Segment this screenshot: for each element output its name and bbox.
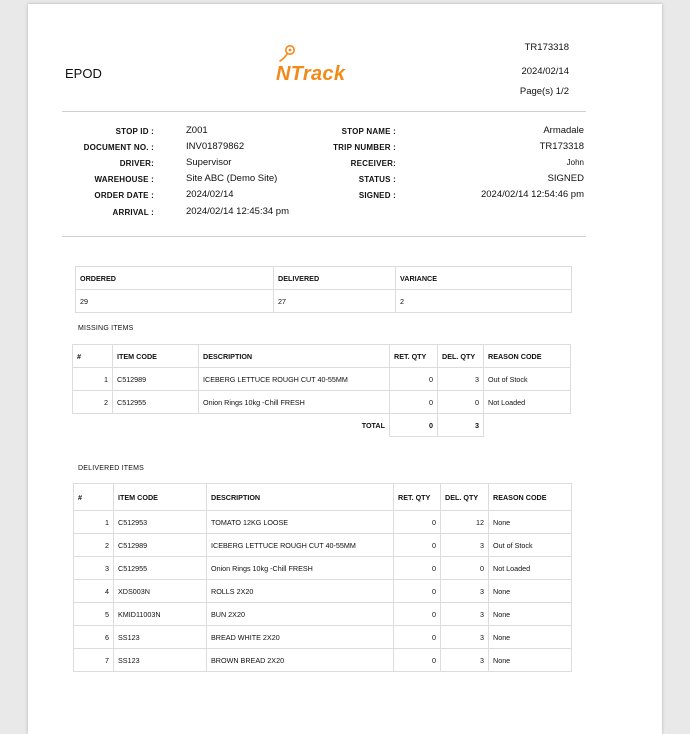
ordered-header: ORDERED [76,267,274,290]
stop-id-label: STOP ID : [115,127,154,136]
ret-qty: 0 [394,626,441,649]
table-row [74,557,572,580]
table-row [74,511,572,534]
total-label: TOTAL [361,420,385,430]
reason-code: Not Loaded [484,391,571,414]
delivered-header: DELIVERED [274,267,396,290]
col-reason-code-header: REASON CODE [484,345,571,368]
del-qty: 3 [441,580,489,603]
row-number: 6 [74,626,114,649]
del-qty: 0 [438,391,484,414]
col-del-qty-header: DEL. QTY [441,484,489,511]
receiver-value: John [566,158,584,167]
stop-name-value: Armadale [543,125,584,136]
row-number: 1 [74,511,114,534]
reason-code: None [489,511,572,534]
del-qty: 12 [441,511,489,534]
row-number: 4 [74,580,114,603]
warehouse-value: Site ABC (Demo Site) [186,173,278,184]
col-description-header: DESCRIPTION [199,345,390,368]
map-pin-icon [278,44,298,62]
row-number: 2 [73,391,113,414]
table-row [74,603,572,626]
col-item-code-header: ITEM CODE [114,484,207,511]
col-ret-qty-header: RET. QTY [390,345,438,368]
trip-number-label: TRIP NUMBER : [333,143,396,152]
table-row [74,580,572,603]
document-no-value: INV01879862 [186,141,245,152]
missing-items-table [72,344,571,437]
order-date-value: 2024/02/14 [186,189,234,200]
row-number: 7 [74,649,114,672]
stop-name-label: STOP NAME : [341,127,396,136]
row-number: 3 [74,557,114,580]
ret-qty: 0 [394,649,441,672]
del-qty: 3 [441,626,489,649]
status-value: SIGNED [547,173,584,184]
header-divider [62,111,586,112]
item-code: C512953 [114,511,207,534]
summary-header-row [76,267,572,290]
ret-qty: 0 [390,368,438,391]
summary-table [75,266,572,313]
trip-number-value: TR173318 [539,141,584,152]
reason-code: None [489,603,572,626]
ret-qty: 0 [394,557,441,580]
document-no-label: DOCUMENT NO. : [83,143,154,152]
item-description: BREAD WHITE 2X20 [207,626,394,649]
col-description-header: DESCRIPTION [207,484,394,511]
order-date-label: ORDER DATE : [94,191,154,200]
table-row [73,368,571,391]
signed-label: SIGNED : [358,191,396,200]
variance-value: 2 [396,290,572,313]
col-ret-qty-header: RET. QTY [394,484,441,511]
reason-code: Out of Stock [484,368,571,391]
col-item-code-header: ITEM CODE [113,345,199,368]
missing-header-row [73,345,571,368]
item-description: ICEBERG LETTUCE ROUGH CUT 40-55MM [199,368,390,391]
trip-reference: TR173318 [524,42,569,53]
warehouse-label: WAREHOUSE : [94,175,154,184]
stop-id-value: Z001 [186,125,208,136]
col-reason-code-header: REASON CODE [489,484,572,511]
del-qty: 3 [441,649,489,672]
document-type: EPOD [65,66,102,81]
status-label: STATUS : [358,175,396,184]
total-del-qty: 3 [438,414,484,437]
document-page [28,4,662,734]
ntrack-logo [274,44,354,88]
del-qty: 0 [441,557,489,580]
arrival-value: 2024/02/14 12:45:34 pm [186,206,290,217]
item-code: XDS003N [114,580,207,603]
reason-code: None [489,649,572,672]
del-qty: 3 [438,368,484,391]
delivered-value: 27 [274,290,396,313]
item-description: ROLLS 2X20 [207,580,394,603]
delivered-header-row [74,484,572,511]
item-description: TOMATO 12KG LOOSE [207,511,394,534]
item-description: Onion Rings 10kg -Chill FRESH [199,391,390,414]
item-description: BUN 2X20 [207,603,394,626]
item-code: C512955 [113,391,199,414]
ret-qty: 0 [394,534,441,557]
item-code: SS123 [114,626,207,649]
item-code: KMID11003N [114,603,207,626]
missing-items-title: MISSING ITEMS [78,325,134,332]
arrival-label: ARRIVAL : [112,208,154,217]
item-code: C512989 [113,368,199,391]
driver-label: DRIVER: [119,159,154,168]
table-row [74,626,572,649]
delivered-items-table [73,483,572,672]
reason-code: None [489,580,572,603]
row-number: 1 [73,368,113,391]
ret-qty: 0 [390,391,438,414]
table-row [73,391,571,414]
reason-code: Not Loaded [489,557,572,580]
col-del-qty-header: DEL. QTY [438,345,484,368]
item-code: C512955 [114,557,207,580]
table-row [74,649,572,672]
ret-qty: 0 [394,580,441,603]
total-row [73,414,571,437]
reason-code: Out of Stock [489,534,572,557]
item-code: SS123 [114,649,207,672]
total-ret-qty: 0 [390,414,438,437]
document-date: 2024/02/14 [521,66,569,77]
ordered-value: 29 [76,290,274,313]
details-divider [62,236,586,237]
col-number-header: # [73,345,113,368]
item-description: BROWN BREAD 2X20 [207,649,394,672]
receiver-label: RECEIVER: [350,159,396,168]
variance-header: VARIANCE [396,267,572,290]
row-number: 5 [74,603,114,626]
row-number: 2 [74,534,114,557]
summary-value-row [76,290,572,313]
signed-value: 2024/02/14 12:54:46 pm [480,189,584,200]
ret-qty: 0 [394,603,441,626]
driver-value: Supervisor [186,157,232,168]
col-number-header: # [74,484,114,511]
item-description: ICEBERG LETTUCE ROUGH CUT 40-55MM [207,534,394,557]
item-description: Onion Rings 10kg -Chill FRESH [207,557,394,580]
logo-text: NTrack [276,63,346,85]
delivered-items-title: DELIVERED ITEMS [78,465,145,472]
item-code: C512989 [114,534,207,557]
del-qty: 3 [441,534,489,557]
del-qty: 3 [441,603,489,626]
page-info: Page(s) 1/2 [519,86,569,97]
ret-qty: 0 [394,511,441,534]
reason-code: None [489,626,572,649]
table-row [74,534,572,557]
